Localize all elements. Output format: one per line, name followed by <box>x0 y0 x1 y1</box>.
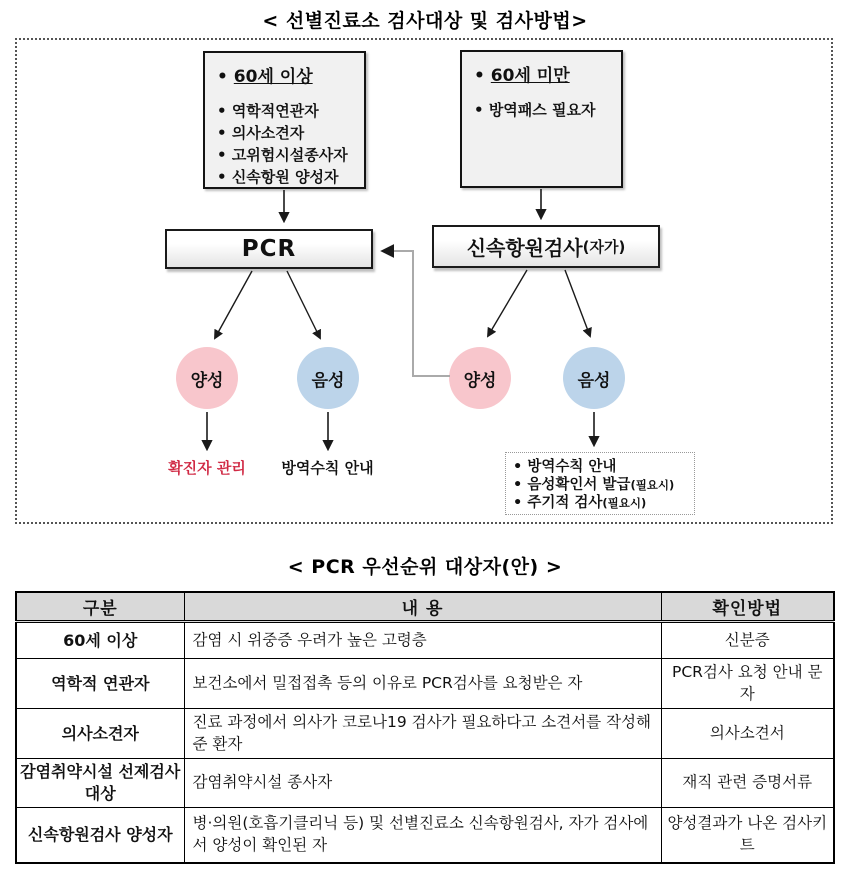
cell-content: 보건소에서 밀접접촉 등의 이유로 PCR검사를 요청받은 자 <box>184 659 661 709</box>
rapid-antigen-test-box <box>432 225 660 268</box>
group-header-text: 60세 이상 <box>233 67 313 87</box>
result-line <box>513 458 694 476</box>
list-item: • 신속항원 양성자 <box>217 166 360 188</box>
group-header-text: 60세 미만 <box>490 66 570 86</box>
result-line <box>513 494 694 512</box>
pcr-negative-circle: 음성 <box>297 347 359 409</box>
result-sub: (필요시) <box>630 478 675 492</box>
cell-verify: 양성결과가 나온 검사키트 <box>661 807 834 863</box>
cell-verify: PCR검사 요청 안내 문자 <box>661 659 834 709</box>
result-text: 방역수칙 안내 <box>527 459 617 475</box>
cell-category: 감염취약시설 선제검사대상 <box>16 759 184 807</box>
table-row <box>16 709 834 759</box>
rapid-label-sub: (자가) <box>582 238 626 256</box>
cell-category: 의사소견자 <box>16 709 184 759</box>
rapid-label: 신속항원검사 <box>466 236 583 260</box>
result-text: 주기적 검사 <box>527 495 603 511</box>
result-sub: (필요시) <box>602 496 647 510</box>
pcr-test-box <box>165 229 373 269</box>
list-item: • 의사소견자 <box>217 122 360 144</box>
pcr-priority-table <box>15 591 835 864</box>
table-row <box>16 759 834 807</box>
header-verify: 확인방법 <box>661 592 834 622</box>
list-item: • 역학적연관자 <box>217 100 360 122</box>
group-header-over-60 <box>217 62 360 87</box>
cell-content: 감염 시 위중증 우려가 높은 고령층 <box>184 622 661 659</box>
cell-category: 신속항원검사 양성자 <box>16 807 184 863</box>
cell-content: 감염취약시설 종사자 <box>184 759 661 807</box>
header-content: 내 용 <box>184 592 661 622</box>
cell-verify: 재직 관련 증명서류 <box>661 759 834 807</box>
flowchart-dotted-frame <box>15 38 833 524</box>
quarantine-rules-label: 방역수칙 안내 <box>281 459 374 477</box>
cell-category: 역학적 연관자 <box>16 659 184 709</box>
cell-verify: 의사소견서 <box>661 709 834 759</box>
result-text: 음성확인서 발급 <box>527 477 631 493</box>
pcr-positive-circle: 양성 <box>176 347 238 409</box>
pcr-label: PCR <box>241 236 297 262</box>
group-box-over-60 <box>203 51 366 189</box>
cell-verify: 신분증 <box>661 622 834 659</box>
result-line <box>513 476 694 494</box>
cell-category: 60세 이상 <box>16 622 184 659</box>
table-row <box>16 807 834 863</box>
group-header-under-60 <box>474 61 617 86</box>
table-header-row <box>16 592 834 622</box>
diagram-title: < 선별진료소 검사대상 및 검사방법> <box>262 10 588 32</box>
table-row <box>16 622 834 659</box>
group-box-under-60 <box>460 50 623 188</box>
header-category: 구분 <box>16 592 184 622</box>
table-row <box>16 659 834 709</box>
rapid-negative-result-box <box>505 452 695 515</box>
confirmed-case-management-label: 확진자 관리 <box>168 459 246 477</box>
list-item: • 고위험시설종사자 <box>217 144 360 166</box>
table-title: < PCR 우선순위 대상자(안) > <box>287 556 563 578</box>
rapid-negative-circle: 음성 <box>563 347 625 409</box>
list-item: • 방역패스 필요자 <box>474 99 617 121</box>
rapid-positive-circle: 양성 <box>449 347 511 409</box>
cell-content: 병·의원(호흡기클리닉 등) 및 선별진료소 신속항원검사, 자가 검사에서 양성이 확인된 자 <box>184 807 661 863</box>
cell-content: 진료 과정에서 의사가 코로나19 검사가 필요하다고 소견서를 작성해 준 환자 <box>184 709 661 759</box>
